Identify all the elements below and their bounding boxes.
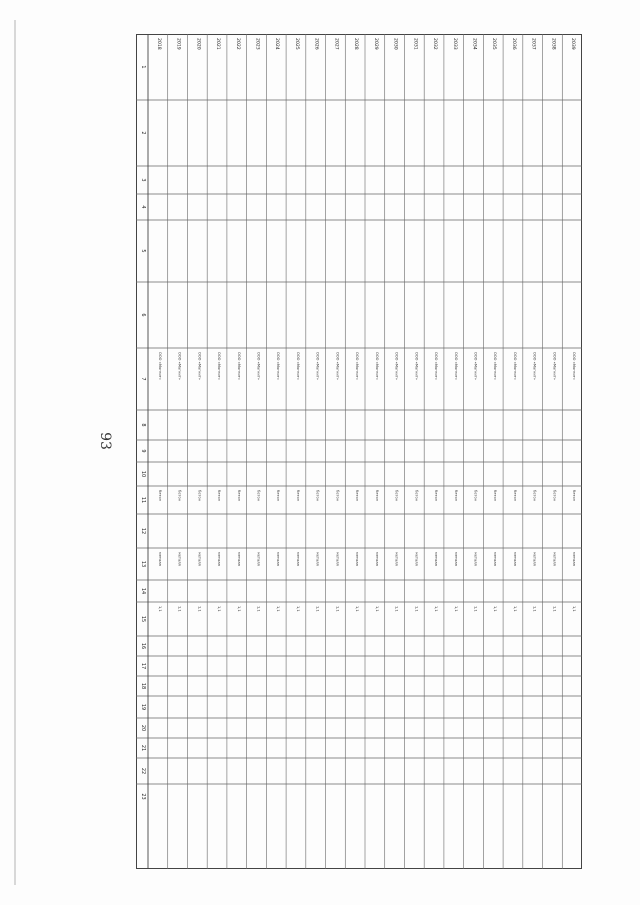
register-table-sheet <box>136 34 582 869</box>
column-number: 11 <box>140 496 146 504</box>
cell-text: металл <box>276 552 281 566</box>
cell-text: 1,1 <box>512 606 517 612</box>
column-number: 2 <box>140 131 146 135</box>
cell-text: ООО «Магнит» <box>276 352 281 380</box>
column-number: 20 <box>140 724 146 732</box>
cell-text: 1,1 <box>552 606 557 612</box>
cell-text: бетон <box>414 490 419 502</box>
cell-text: металл <box>414 552 419 566</box>
row-id: 2027 <box>333 38 339 50</box>
scan-edge-mark <box>14 20 16 885</box>
cell-text: металл <box>453 552 458 566</box>
column-number: 10 <box>140 470 146 478</box>
cell-text: 1,1 <box>157 606 162 612</box>
cell-text: ООО «Магнит» <box>217 352 222 380</box>
row-id: 2031 <box>412 38 418 50</box>
cell-text: 1,1 <box>197 606 202 612</box>
column-number: 6 <box>140 313 146 317</box>
row-id: 2026 <box>313 38 319 50</box>
cell-text: ООО «Магнит» <box>473 352 478 380</box>
cell-text: металл <box>572 552 577 566</box>
cell-text: бетон <box>335 490 340 502</box>
cell-text: бетон <box>315 490 320 502</box>
cell-text: 1,1 <box>315 606 320 612</box>
cell-text: 1,1 <box>217 606 222 612</box>
cell-text: металл <box>532 552 537 566</box>
row-id: 2025 <box>293 38 299 50</box>
cell-text: ООО «Магнит» <box>177 352 182 380</box>
cell-text: бетон <box>434 490 439 502</box>
row-id: 2032 <box>432 38 438 50</box>
column-number: 8 <box>140 423 146 427</box>
cell-text: металл <box>315 552 320 566</box>
cell-text: 1,1 <box>434 606 439 612</box>
cell-text: ООО «Магнит» <box>453 352 458 380</box>
cell-text: металл <box>256 552 261 566</box>
column-number: 16 <box>140 642 146 650</box>
row-id: 2022 <box>234 38 240 50</box>
cell-text: ООО «Магнит» <box>157 352 162 380</box>
cell-text: металл <box>335 552 340 566</box>
column-number: 13 <box>140 560 146 568</box>
cell-text: ООО «Магнит» <box>493 352 498 380</box>
cell-text: 1,1 <box>394 606 399 612</box>
row-id: 2020 <box>195 38 201 50</box>
cell-text: бетон <box>453 490 458 502</box>
cell-text: 1,1 <box>276 606 281 612</box>
cell-text: бетон <box>532 490 537 502</box>
column-number: 12 <box>140 527 146 535</box>
row-id: 2033 <box>451 38 457 50</box>
cell-text: 1,1 <box>453 606 458 612</box>
cell-text: металл <box>394 552 399 566</box>
cell-text: ООО «Магнит» <box>236 352 241 380</box>
row-id: 2021 <box>215 38 221 50</box>
cell-text: бетон <box>355 490 360 502</box>
cell-text: бетон <box>394 490 399 502</box>
cell-text: бетон <box>552 490 557 502</box>
column-number: 18 <box>140 682 146 690</box>
cell-text: ООО «Магнит» <box>197 352 202 380</box>
row-id: 2038 <box>550 38 556 50</box>
cell-text: металл <box>197 552 202 566</box>
cell-text: металл <box>493 552 498 566</box>
cell-text: металл <box>355 552 360 566</box>
cell-text: 1,1 <box>335 606 340 612</box>
cell-text: бетон <box>197 490 202 502</box>
cell-text: 1,1 <box>295 606 300 612</box>
row-id: 2035 <box>491 38 497 50</box>
cell-text: ООО «Магнит» <box>295 352 300 380</box>
column-number: 7 <box>140 377 146 381</box>
cell-text: бетон <box>572 490 577 502</box>
column-number: 23 <box>140 793 146 800</box>
row-id: 2028 <box>353 38 359 50</box>
cell-text: ООО «Магнит» <box>414 352 419 380</box>
cell-text: бетон <box>236 490 241 502</box>
cell-text: 1,1 <box>355 606 360 612</box>
row-id: 2018 <box>155 38 161 50</box>
table-border <box>137 35 582 869</box>
column-number: 1 <box>140 65 146 69</box>
cell-text: бетон <box>217 490 222 502</box>
column-number: 22 <box>140 767 146 775</box>
cell-text: бетон <box>473 490 478 502</box>
cell-text: ООО «Магнит» <box>355 352 360 380</box>
column-number: 9 <box>140 449 146 453</box>
cell-text: ООО «Магнит» <box>374 352 379 380</box>
row-id: 2029 <box>372 38 378 50</box>
row-id: 2024 <box>274 38 280 50</box>
cell-text: ООО «Магнит» <box>512 352 517 380</box>
column-number: 17 <box>140 662 146 670</box>
cell-text: металл <box>217 552 222 566</box>
row-id: 2019 <box>175 38 181 50</box>
register-table <box>136 34 582 869</box>
row-id: 2037 <box>530 38 536 50</box>
cell-text: бетон <box>493 490 498 502</box>
cell-text: металл <box>157 552 162 566</box>
cell-text: бетон <box>374 490 379 502</box>
cell-text: бетон <box>512 490 517 502</box>
column-number: 3 <box>140 178 146 182</box>
cell-text: 1,1 <box>493 606 498 612</box>
cell-text: металл <box>295 552 300 566</box>
cell-text: 1,1 <box>473 606 478 612</box>
column-number: 5 <box>140 249 146 253</box>
cell-text: 1,1 <box>414 606 419 612</box>
cell-text: ООО «Магнит» <box>394 352 399 380</box>
page-number: 93 <box>96 432 113 450</box>
cell-text: металл <box>177 552 182 566</box>
cell-text: металл <box>552 552 557 566</box>
cell-text: бетон <box>276 490 281 502</box>
row-id: 2036 <box>510 38 516 50</box>
column-number: 4 <box>140 205 146 209</box>
row-id: 2034 <box>471 38 477 50</box>
cell-text: ООО «Магнит» <box>335 352 340 380</box>
cell-text: бетон <box>256 490 261 502</box>
cell-text: ООО «Магнит» <box>256 352 261 380</box>
cell-text: 1,1 <box>532 606 537 612</box>
cell-text: металл <box>236 552 241 566</box>
row-id: 2023 <box>254 38 260 50</box>
column-number: 21 <box>140 744 146 752</box>
cell-text: бетон <box>295 490 300 502</box>
row-id: 2039 <box>570 38 576 50</box>
cell-text: 1,1 <box>177 606 182 612</box>
cell-text: 1,1 <box>374 606 379 612</box>
cell-text: ООО «Магнит» <box>434 352 439 380</box>
cell-text: металл <box>434 552 439 566</box>
column-number: 19 <box>140 703 146 711</box>
column-number: 15 <box>140 615 146 623</box>
cell-text: 1,1 <box>572 606 577 612</box>
cell-text: ООО «Магнит» <box>572 352 577 380</box>
cell-text: ООО «Магнит» <box>532 352 537 380</box>
column-number: 14 <box>140 587 146 595</box>
cell-text: 1,1 <box>256 606 261 612</box>
cell-text: металл <box>512 552 517 566</box>
cell-text: 1,1 <box>236 606 241 612</box>
cell-text: металл <box>473 552 478 566</box>
cell-text: металл <box>374 552 379 566</box>
row-id: 2030 <box>392 38 398 50</box>
cell-text: бетон <box>157 490 162 502</box>
cell-text: бетон <box>177 490 182 502</box>
cell-text: ООО «Магнит» <box>552 352 557 380</box>
cell-text: ООО «Магнит» <box>315 352 320 380</box>
